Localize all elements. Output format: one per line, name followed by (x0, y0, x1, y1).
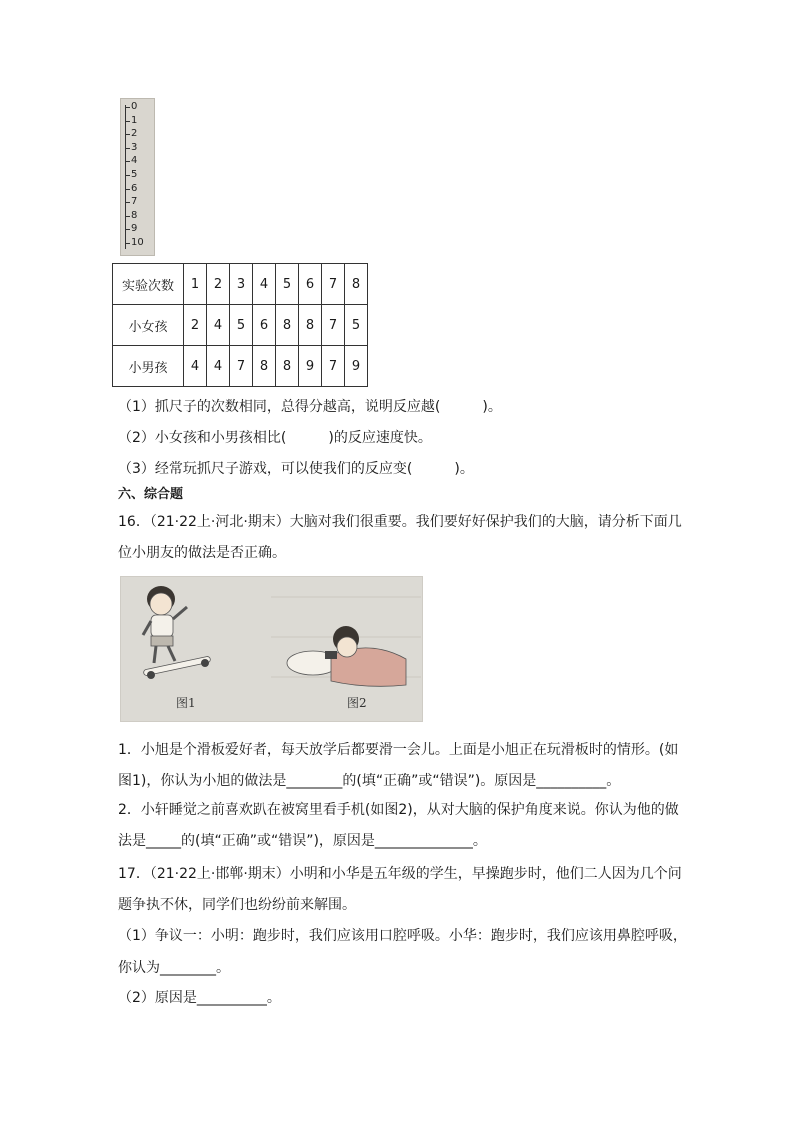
table-cell: 9 (299, 346, 322, 387)
ruler-mark-label: 2 (131, 128, 138, 140)
table-row (113, 264, 368, 305)
ruler-mark-label: 3 (131, 141, 138, 153)
row-label: 小女孩 (113, 305, 184, 346)
row-label: 小男孩 (113, 346, 184, 387)
ruler-tick (125, 189, 130, 190)
table-cell: 1 (184, 264, 207, 305)
q16-sub1-line2: 图1)，你认为小旭的做法是________的(填“正确”或“错误”)。原因是__________。 (118, 773, 621, 789)
ruler-image (120, 98, 155, 256)
row-label: 实验次数 (113, 264, 184, 305)
table-cell: 8 (345, 264, 368, 305)
table-cell: 7 (322, 264, 345, 305)
table-cell: 6 (253, 305, 276, 346)
q16-sub1-line1: 1．小旭是个滑板爱好者，每天放学后都要滑一会儿。上面是小旭正在玩滑板时的情形。(如 (118, 742, 679, 758)
q17-stem-line1: 17．（21·22上·邯郸·期末）小明和小华是五年级的学生，早操跑步时，他们二人因为几个问 (118, 866, 682, 882)
ruler-mark-label: 9 (131, 223, 138, 235)
ruler-mark-label: 7 (131, 196, 138, 208)
figure-2-caption: 图2 (347, 696, 367, 710)
ruler-tick (125, 161, 130, 162)
table-cell: 3 (230, 264, 253, 305)
ruler-tick (125, 107, 130, 108)
ruler-tick (125, 148, 130, 149)
ruler-mark-label: 10 (131, 237, 144, 248)
figure-illustration (121, 577, 423, 722)
q15-item-1: （1）抓尺子的次数相同，总得分越高，说明反应越( )。 (118, 399, 502, 415)
table-cell: 4 (253, 264, 276, 305)
table-cell: 9 (345, 346, 368, 387)
table-cell: 4 (184, 346, 207, 387)
q17-sub1-line2: 你认为________。 (118, 960, 230, 976)
table-cell: 6 (299, 264, 322, 305)
table-cell: 7 (322, 305, 345, 346)
table-cell: 2 (207, 264, 230, 305)
table-cell: 2 (184, 305, 207, 346)
table-cell: 7 (322, 346, 345, 387)
q16-sub2-line2: 法是_____的(填“正确”或“错误”)，原因是______________。 (118, 833, 487, 849)
ruler-mark-label: 8 (131, 209, 138, 221)
ruler-tick (125, 243, 130, 244)
table-row (113, 346, 368, 387)
q16-figure (120, 576, 423, 722)
ruler-tick (125, 175, 130, 176)
q17-stem-line2: 题争执不休，同学们也纷纷前来解围。 (118, 897, 356, 913)
ruler-mark-label: 6 (131, 182, 138, 194)
table-cell: 8 (276, 305, 299, 346)
table-cell: 8 (276, 346, 299, 387)
ruler-spine (125, 105, 126, 249)
ruler-mark-label: 1 (131, 114, 138, 126)
ruler-tick (125, 229, 130, 230)
ruler-tick (125, 134, 130, 135)
q16-sub2-line1: 2．小轩睡觉之前喜欢趴在被窝里看手机(如图2)，从对大脑的保护角度来说。你认为他的做 (118, 802, 679, 818)
section-title: 六、综合题 (118, 487, 184, 502)
table-cell: 7 (230, 346, 253, 387)
ruler-mark-label: 0 (131, 101, 138, 112)
ruler-mark-label: 5 (131, 169, 138, 180)
q15-item-2: （2）小女孩和小男孩相比( )的反应速度快。 (118, 430, 432, 446)
ruler-tick (125, 202, 130, 203)
table-cell: 4 (207, 305, 230, 346)
figure-1-caption: 图1 (176, 696, 196, 710)
table-cell: 5 (230, 305, 253, 346)
ruler-tick (125, 121, 130, 122)
ruler-tick (125, 216, 130, 217)
table-cell: 4 (207, 346, 230, 387)
table-cell: 8 (253, 346, 276, 387)
q16-stem-line2: 位小朋友的做法是否正确。 (118, 545, 286, 561)
q17-sub2: （2）原因是__________。 (118, 990, 281, 1006)
q16-stem-line1: 16．（21·22上·河北·期末）大脑对我们很重要。我们要好好保护我们的大脑，请分析下面几 (118, 514, 682, 530)
experiment-table (112, 263, 368, 387)
q15-item-3: （3）经常玩抓尺子游戏，可以使我们的反应变( )。 (118, 461, 474, 477)
table-row (113, 305, 368, 346)
q17-sub1-line1: （1）争议一：小明：跑步时，我们应该用口腔呼吸。小华：跑步时，我们应该用鼻腔呼吸， (118, 928, 687, 944)
table-cell: 8 (299, 305, 322, 346)
ruler-mark-label: 4 (131, 155, 138, 167)
table-cell: 5 (276, 264, 299, 305)
table-cell: 5 (345, 305, 368, 346)
